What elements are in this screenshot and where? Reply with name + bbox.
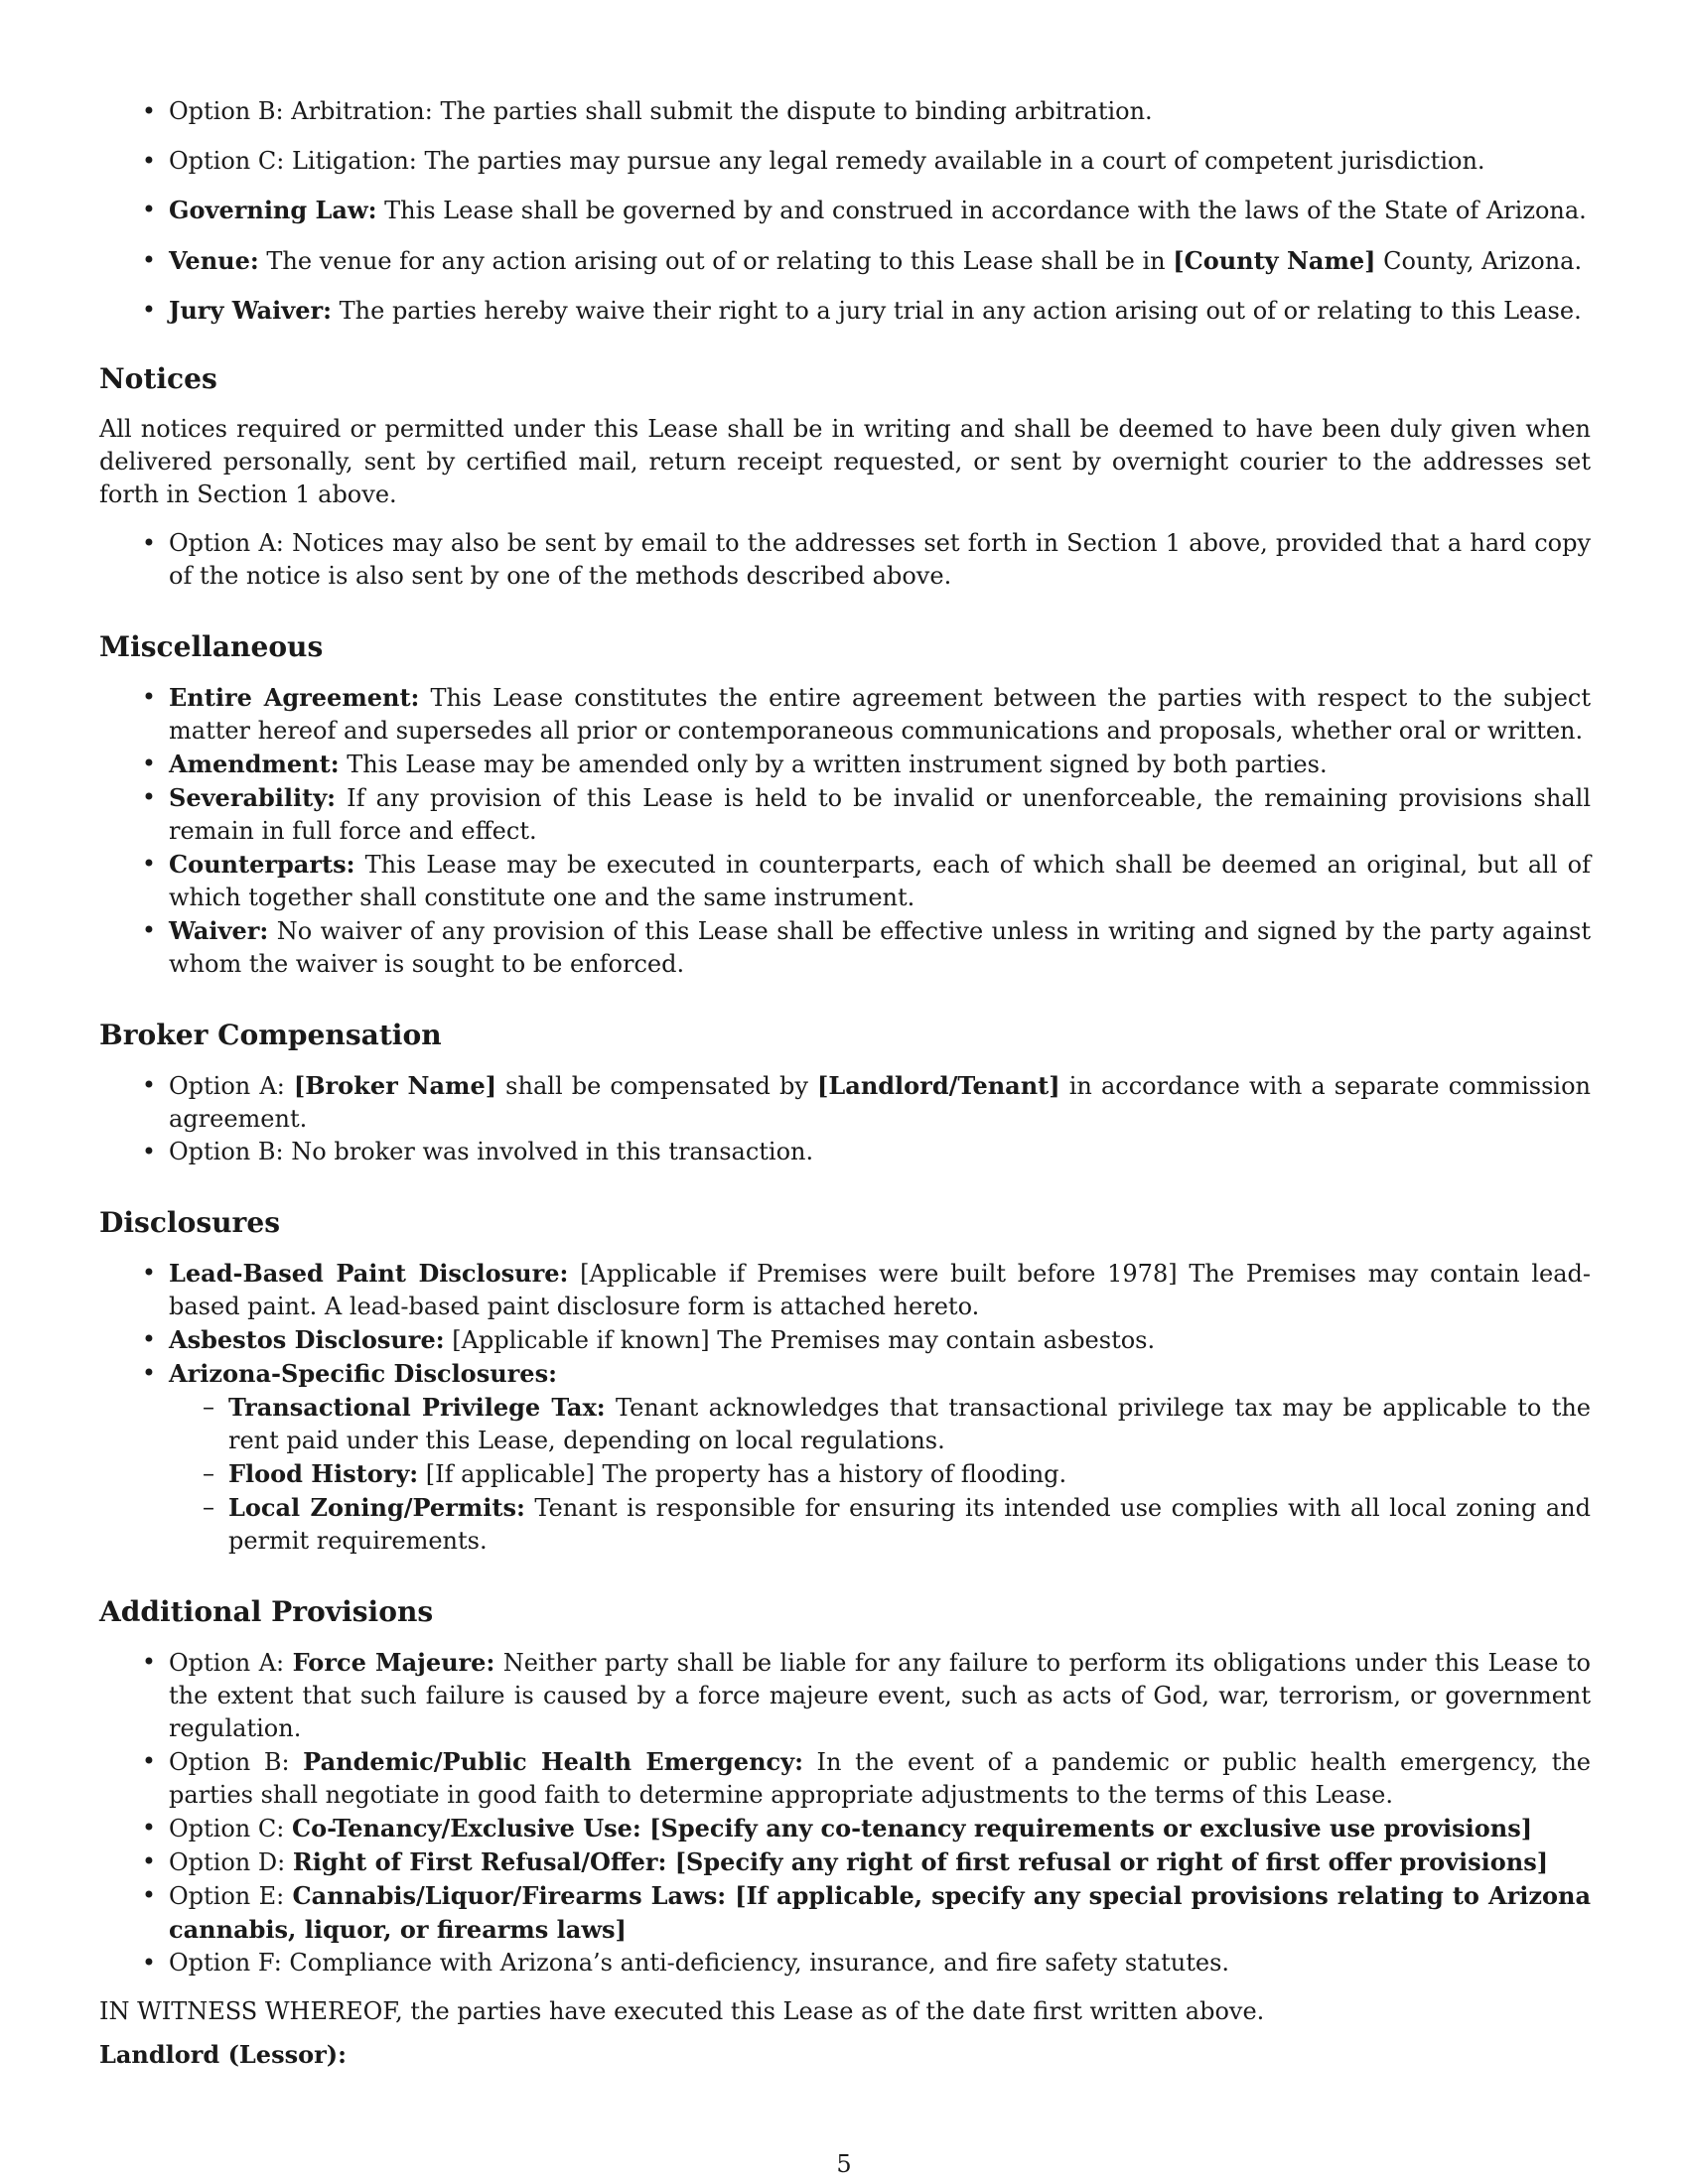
bullet-icon: • xyxy=(141,146,157,175)
bullet-icon: • xyxy=(141,1846,157,1875)
list-item: • Option D: Right of First Refusal/Offer: [Specify any right of first refusal or right of first offer provisions] xyxy=(99,1845,1591,1879)
bullet-icon: • xyxy=(141,1324,157,1353)
list-item: • Jury Waiver: The parties hereby waive their right to a jury trial in any action arising out of or relating to this Lease. xyxy=(99,294,1591,328)
list-item: • Governing Law: This Lease shall be governed by and construed in accordance with the laws of the State of Arizona. xyxy=(99,194,1591,227)
bullet-icon: • xyxy=(141,1746,157,1775)
landlord-signature-label: Landlord (Lessor): xyxy=(99,2039,347,2069)
list-item: • Option A: [Broker Name] shall be compensated by [Landlord/Tenant] in accordance with a separate commission agreement. xyxy=(99,1069,1591,1136)
bullet-icon: • xyxy=(141,296,157,324)
list-item: • Option E: Cannabis/Liquor/Firearms Laws: [If applicable, specify any special provisions relating to Arizona cannabis, liquor, or firearms laws] xyxy=(99,1879,1591,1947)
disclosures-list xyxy=(99,1257,1591,1558)
list-item: • Option A: Force Majeure: Neither party shall be liable for any failure to perform its obligations under this Lease to the extent that such failure is caused by a force majeure event, such as acts of God, war, terrorism, or government regulation. xyxy=(99,1646,1591,1745)
bullet-icon: • xyxy=(141,1813,157,1842)
dash-icon: – xyxy=(203,1492,214,1521)
sub-list-item: – Flood History: [If applicable] The property has a history of flooding. xyxy=(99,1457,1591,1491)
bullet-icon: • xyxy=(141,749,157,777)
list-item: • Option A: Notices may also be sent by email to the addresses set forth in Section 1 above, provided that a hard copy of the notice is also sent by one of the methods described above. xyxy=(99,527,1591,593)
bullet-icon: • xyxy=(141,1070,157,1099)
dispute-options-list xyxy=(99,95,1591,328)
additional-list xyxy=(99,1646,1591,1979)
sub-list-item: – Local Zoning/Permits: Tenant is responsible for ensuring its intended use complies with all local zoning and permit requirements. xyxy=(99,1491,1591,1558)
document-page xyxy=(99,95,1591,2071)
sub-list-item: – Transactional Privilege Tax: Tenant acknowledges that transactional privilege tax may be applicable to the rent paid under this Lease, depending on local regulations. xyxy=(99,1391,1591,1457)
bullet-icon: • xyxy=(141,97,157,125)
bullet-icon: • xyxy=(141,245,157,274)
list-item: • Asbestos Disclosure: [Applicable if known] The Premises may contain asbestos. xyxy=(99,1323,1591,1357)
dash-icon: – xyxy=(203,1392,214,1421)
list-item: • Option F: Compliance with Arizona’s anti-deficiency, insurance, and fire safety statutes. xyxy=(99,1947,1591,1979)
bullet-icon: • xyxy=(141,1647,157,1676)
list-item: • Lead-Based Paint Disclosure: [Applicable if Premises were built before 1978] The Premises may contain lead-based paint. A lead-based paint disclosure form is attached hereto. xyxy=(99,1257,1591,1323)
bullet-icon: • xyxy=(141,849,157,878)
list-item: • Counterparts: This Lease may be executed in counterparts, each of which shall be deemed an original, but all of which together shall constitute one and the same instrument. xyxy=(99,848,1591,914)
bullet-icon: • xyxy=(141,1137,157,1165)
list-item: • Option C: Co-Tenancy/Exclusive Use: [Specify any co-tenancy requirements or exclusive use provisions] xyxy=(99,1812,1591,1845)
placeholder-broker-name: [Broker Name] xyxy=(293,1070,497,1100)
placeholder-party: [Landlord/Tenant] xyxy=(817,1070,1060,1100)
bullet-icon: • xyxy=(141,1258,157,1287)
witness-statement: IN WITNESS WHEREOF, the parties have executed this Lease as of the date first written above. xyxy=(99,1996,1265,2025)
list-item: • Arizona-Specific Disclosures: – Transactional Privilege Tax: Tenant acknowledges that transactional privilege tax may be applicable to the rent paid under this Lease, depending on local regulations. – Flood History: [If applicable] The property has a history of flooding. – Local Zoning/Permits: Tenant is responsible for ensuring its intended use complies with all local zoning and permit requirements. xyxy=(99,1357,1591,1558)
section-heading-additional: Additional Provisions xyxy=(99,1594,434,1628)
bullet-icon: • xyxy=(141,1358,157,1387)
list-item: • Entire Agreement: This Lease constitutes the entire agreement between the parties with respect to the subject matter hereof and supersedes all prior or contemporaneous communications and proposals, whether oral or written. xyxy=(99,681,1591,748)
dash-icon: – xyxy=(203,1458,214,1487)
bullet-icon: • xyxy=(141,528,157,557)
notices-options-list xyxy=(99,527,1591,593)
section-heading-disclosures: Disclosures xyxy=(99,1205,281,1239)
list-item: • Option C: Litigation: The parties may pursue any legal remedy available in a court of competent jurisdiction. xyxy=(99,145,1591,178)
bullet-icon: • xyxy=(141,782,157,811)
broker-list xyxy=(99,1069,1591,1168)
section-heading-miscellaneous: Miscellaneous xyxy=(99,629,324,663)
list-item: • Severability: If any provision of this Lease is held to be invalid or unenforceable, the remaining provisions shall remain in full force and effect. xyxy=(99,781,1591,848)
list-item: • Amendment: This Lease may be amended only by a written instrument signed by both parties. xyxy=(99,748,1591,781)
page-number: 5 xyxy=(836,2150,852,2178)
notices-paragraph: All notices required or permitted under this Lease shall be in writing and shall be deemed to have been duly given when delivered personally, sent by certified mail, return receipt requested, or sent by overnight courier to the addresses set forth in Section 1 above. xyxy=(99,414,1591,508)
placeholder-county: [County Name] xyxy=(1173,245,1376,275)
bullet-icon: • xyxy=(141,682,157,711)
section-heading-notices: Notices xyxy=(99,361,217,395)
list-item: • Option B: Arbitration: The parties shall submit the dispute to binding arbitration. xyxy=(99,95,1591,128)
bullet-icon: • xyxy=(141,915,157,944)
list-item: • Option B: No broker was involved in this transaction. xyxy=(99,1136,1591,1168)
bullet-icon: • xyxy=(141,1880,157,1909)
misc-list xyxy=(99,681,1591,981)
bullet-icon: • xyxy=(141,1948,157,1977)
list-item: • Option B: Pandemic/Public Health Emergency: In the event of a pandemic or public health emergency, the parties shall negotiate in good faith to determine appropriate adjustments to the terms of this Lease. xyxy=(99,1745,1591,1812)
arizona-sub-list xyxy=(169,1391,1591,1558)
bullet-icon: • xyxy=(141,196,157,223)
list-item: • Venue: The venue for any action arising out of or relating to this Lease shall be in [County Name] County, Arizona. xyxy=(99,244,1591,278)
list-item: • Waiver: No waiver of any provision of this Lease shall be effective unless in writing and signed by the party against whom the waiver is sought to be enforced. xyxy=(99,914,1591,981)
section-heading-broker: Broker Compensation xyxy=(99,1018,442,1051)
